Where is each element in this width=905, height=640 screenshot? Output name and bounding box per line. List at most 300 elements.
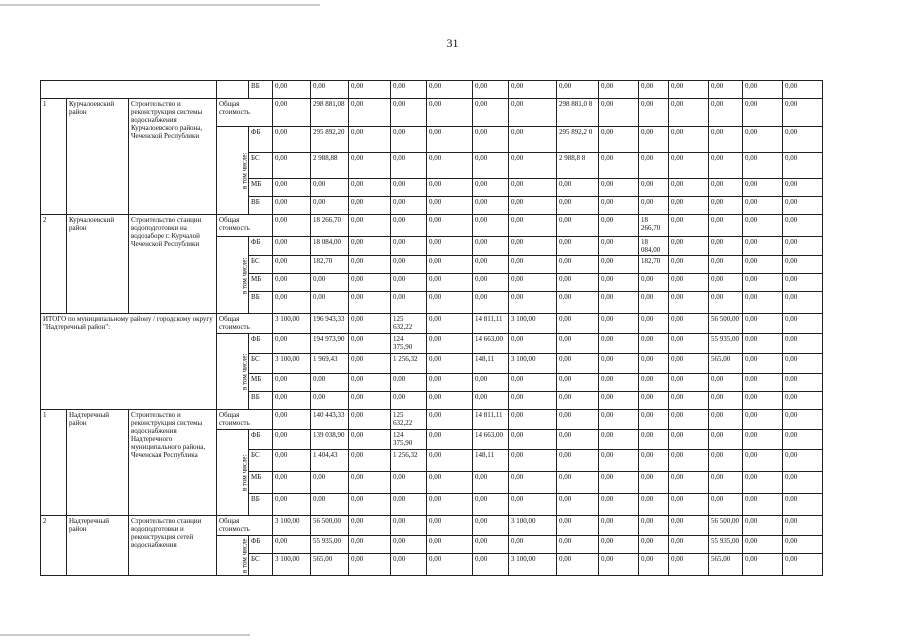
value-cell: 148,11 (473, 450, 509, 472)
value-cell: 0,00 (599, 81, 639, 99)
value-cell: 0,00 (509, 197, 557, 215)
value-cell: 0,00 (743, 554, 783, 576)
value-cell: 0,00 (311, 292, 349, 314)
value-cell: 0,00 (743, 197, 783, 215)
value-cell: 0,00 (391, 472, 427, 494)
value-cell: 0,00 (783, 334, 823, 354)
including-label: в том числе: (217, 237, 249, 314)
value-cell: 148,11 (473, 354, 509, 374)
source-cell: ФБ (249, 430, 273, 450)
value-cell: 0,00 (273, 536, 311, 554)
value-cell: 0,00 (473, 494, 509, 516)
value-cell: 0,00 (349, 314, 391, 334)
project-name: Строительство и реконструкция системы водоснабжения Курчалоевского района, Чеченской Республики (129, 99, 217, 215)
value-cell: 0,00 (743, 472, 783, 494)
value-cell: 0,00 (599, 237, 639, 256)
value-cell: 56 500,00 (709, 314, 743, 334)
value-cell: 0,00 (473, 197, 509, 215)
value-cell: 0,00 (669, 516, 709, 536)
value-cell: 2 988,88 (311, 153, 349, 179)
value-cell: 0,00 (599, 292, 639, 314)
value-cell: 0,00 (509, 256, 557, 274)
value-cell: 0,00 (427, 179, 473, 197)
value-cell: 0,00 (349, 450, 391, 472)
value-cell: 0,00 (557, 354, 599, 374)
value-cell: 0,00 (743, 374, 783, 392)
value-cell: 55 935,00 (709, 334, 743, 354)
value-cell: 0,00 (391, 179, 427, 197)
value-cell: 0,00 (273, 374, 311, 392)
value-cell: 0,00 (709, 410, 743, 430)
value-cell: 125 632,22 (391, 410, 427, 430)
source-cell: МБ (249, 274, 273, 292)
value-cell: 0,00 (509, 99, 557, 127)
value-cell: 0,00 (273, 450, 311, 472)
source-cell: БС (249, 554, 273, 576)
value-cell: 0,00 (639, 536, 669, 554)
including-label: в том числе: (217, 430, 249, 516)
source-cell: ВБ (249, 81, 273, 99)
value-cell: 0,00 (709, 153, 743, 179)
value-cell: 0,00 (639, 127, 669, 153)
value-cell: 0,00 (783, 450, 823, 472)
value-cell: 0,00 (743, 179, 783, 197)
value-cell: 0,00 (783, 153, 823, 179)
value-cell: 0,00 (391, 256, 427, 274)
value-cell: 0,00 (743, 334, 783, 354)
value-cell: 1 256,32 (391, 450, 427, 472)
value-cell: 0,00 (473, 179, 509, 197)
value-cell: 3 100,00 (509, 554, 557, 576)
value-cell: 3 100,00 (509, 516, 557, 536)
value-cell: 0,00 (783, 81, 823, 99)
page-number: 31 (446, 36, 459, 50)
value-cell: 0,00 (557, 292, 599, 314)
value-cell: 0,00 (391, 554, 427, 576)
value-cell: 0,00 (273, 127, 311, 153)
value-cell: 0,00 (599, 430, 639, 450)
value-cell: 0,00 (599, 410, 639, 430)
value-cell: 0,00 (391, 392, 427, 410)
source-cell: ВБ (249, 392, 273, 410)
value-cell: 0,00 (473, 516, 509, 536)
table-row (41, 215, 867, 237)
value-cell: 0,00 (669, 494, 709, 516)
value-cell: 0,00 (783, 430, 823, 450)
value-cell: 0,00 (509, 215, 557, 237)
value-cell: 0,00 (557, 450, 599, 472)
row-number: 2 (41, 516, 67, 576)
total-cost-label: Общая стоимость (217, 516, 273, 536)
value-cell: 0,00 (783, 554, 823, 576)
including-label: в том числе (217, 536, 249, 576)
value-cell: 0,00 (783, 127, 823, 153)
value-cell: 295 892,20 (311, 127, 349, 153)
including-label: в том числе: (217, 127, 249, 215)
source-cell: ВБ (249, 292, 273, 314)
value-cell: 0,00 (557, 314, 599, 334)
value-cell: 0,00 (509, 274, 557, 292)
value-cell: 0,00 (273, 153, 311, 179)
value-cell: 0,00 (669, 392, 709, 410)
value-cell: 0,00 (509, 450, 557, 472)
value-cell: 55 935,00 (311, 536, 349, 554)
value-cell: 0,00 (273, 197, 311, 215)
value-cell: 0,00 (273, 392, 311, 410)
value-cell: 0,00 (599, 334, 639, 354)
value-cell: 0,00 (273, 256, 311, 274)
value-cell: 0,00 (743, 81, 783, 99)
value-cell: 0,00 (273, 494, 311, 516)
value-cell: 0,00 (639, 374, 669, 392)
value-cell: 0,00 (349, 516, 391, 536)
value-cell: 0,00 (743, 410, 783, 430)
value-cell: 0,00 (743, 354, 783, 374)
project-name: Строительство и реконструкция системы водоснабжения Надтеречного муниципального района, Чеченская Республика (129, 410, 217, 516)
value-cell: 0,00 (473, 127, 509, 153)
source-cell: МБ (249, 472, 273, 494)
value-cell: 0,00 (427, 472, 473, 494)
value-cell: 0,00 (709, 81, 743, 99)
value-cell: 0,00 (783, 314, 823, 334)
value-cell: 565,00 (709, 354, 743, 374)
value-cell: 0,00 (273, 274, 311, 292)
value-cell: 0,00 (273, 292, 311, 314)
value-cell: 0,00 (427, 153, 473, 179)
value-cell: 0,00 (783, 494, 823, 516)
value-cell: 18 084,00 (639, 237, 669, 256)
value-cell: 56 500,00 (709, 516, 743, 536)
value-cell: 0,00 (557, 472, 599, 494)
value-cell: 0,00 (709, 392, 743, 410)
value-cell: 0,00 (391, 292, 427, 314)
total-cost-label: Общая стоимость (217, 314, 273, 334)
value-cell: 182,70 (639, 256, 669, 274)
value-cell: 295 892,2 0 (557, 127, 599, 153)
value-cell: 0,00 (391, 127, 427, 153)
value-cell: 0,00 (509, 536, 557, 554)
value-cell: 0,00 (427, 274, 473, 292)
value-cell: 0,00 (599, 450, 639, 472)
value-cell: 0,00 (599, 516, 639, 536)
value-cell: 14 663,00 (473, 334, 509, 354)
value-cell: 565,00 (709, 554, 743, 576)
table-row (41, 81, 867, 99)
value-cell: 0,00 (273, 334, 311, 354)
value-cell: 0,00 (427, 197, 473, 215)
value-cell: 0,00 (427, 237, 473, 256)
value-cell: 140 443,33 (311, 410, 349, 430)
value-cell: 0,00 (391, 237, 427, 256)
value-cell: 0,00 (391, 153, 427, 179)
value-cell: 0,00 (639, 494, 669, 516)
value-cell: 0,00 (427, 81, 473, 99)
value-cell: 0,00 (709, 197, 743, 215)
value-cell: 0,00 (427, 410, 473, 430)
value-cell: 0,00 (391, 536, 427, 554)
value-cell: 0,00 (509, 179, 557, 197)
value-cell: 0,00 (311, 392, 349, 410)
value-cell: 0,00 (509, 494, 557, 516)
value-cell: 0,00 (509, 127, 557, 153)
value-cell: 0,00 (669, 536, 709, 554)
district-name: Курчалоевский район (67, 99, 129, 215)
value-cell: 0,00 (669, 472, 709, 494)
value-cell: 139 038,90 (311, 430, 349, 450)
value-cell: 0,00 (391, 516, 427, 536)
source-cell: БС (249, 153, 273, 179)
district-name: Надтеречный район (67, 516, 129, 576)
value-cell: 0,00 (783, 179, 823, 197)
value-cell: 0,00 (669, 374, 709, 392)
financing-table (40, 80, 867, 576)
value-cell: 0,00 (391, 99, 427, 127)
value-cell: 0,00 (599, 374, 639, 392)
value-cell: 0,00 (427, 292, 473, 314)
value-cell: 0,00 (599, 179, 639, 197)
value-cell: 0,00 (709, 450, 743, 472)
value-cell: 0,00 (783, 292, 823, 314)
value-cell: 0,00 (349, 494, 391, 516)
source-cell: БС (249, 450, 273, 472)
value-cell: 0,00 (273, 215, 311, 237)
value-cell: 0,00 (709, 292, 743, 314)
value-cell: 0,00 (783, 197, 823, 215)
value-cell: 0,00 (427, 99, 473, 127)
value-cell: 0,00 (743, 127, 783, 153)
district-name: Курчалоевский район (67, 215, 129, 314)
value-cell: 0,00 (639, 197, 669, 215)
value-cell: 0,00 (639, 354, 669, 374)
row-number: 1 (41, 410, 67, 516)
value-cell: 0,00 (669, 99, 709, 127)
value-cell: 0,00 (783, 472, 823, 494)
value-cell: 0,00 (427, 334, 473, 354)
value-cell: 0,00 (783, 516, 823, 536)
value-cell: 0,00 (427, 392, 473, 410)
value-cell: 0,00 (709, 494, 743, 516)
value-cell: 0,00 (709, 179, 743, 197)
value-cell: 0,00 (349, 292, 391, 314)
value-cell: 0,00 (349, 256, 391, 274)
value-cell: 0,00 (273, 410, 311, 430)
value-cell: 0,00 (557, 215, 599, 237)
source-cell: ВБ (249, 494, 273, 516)
table-row (41, 516, 867, 536)
value-cell: 0,00 (599, 472, 639, 494)
value-cell: 0,00 (709, 430, 743, 450)
value-cell: 0,00 (599, 314, 639, 334)
value-cell: 0,00 (669, 256, 709, 274)
value-cell: 0,00 (669, 179, 709, 197)
value-cell: 0,00 (473, 472, 509, 494)
value-cell: 0,00 (349, 410, 391, 430)
value-cell: 0,00 (349, 554, 391, 576)
value-cell: 0,00 (349, 536, 391, 554)
value-cell: 0,00 (669, 292, 709, 314)
value-cell: 0,00 (473, 392, 509, 410)
value-cell: 0,00 (639, 274, 669, 292)
value-cell: 56 500,00 (311, 516, 349, 536)
value-cell: 0,00 (669, 430, 709, 450)
value-cell: 0,00 (349, 127, 391, 153)
value-cell: 0,00 (273, 81, 311, 99)
value-cell: 0,00 (743, 292, 783, 314)
value-cell: 0,00 (709, 127, 743, 153)
value-cell: 0,00 (783, 237, 823, 256)
value-cell: 3 100,00 (509, 354, 557, 374)
value-cell: 0,00 (743, 256, 783, 274)
value-cell: 0,00 (709, 274, 743, 292)
value-cell: 0,00 (311, 374, 349, 392)
value-cell: 18 266,70 (639, 215, 669, 237)
value-cell: 0,00 (427, 430, 473, 450)
value-cell: 124 375,90 (391, 334, 427, 354)
value-cell: 0,00 (557, 374, 599, 392)
value-cell: 0,00 (509, 237, 557, 256)
value-cell: 125 632,22 (391, 314, 427, 334)
scan-artifact-bottom (0, 634, 250, 636)
value-cell: 0,00 (427, 554, 473, 576)
value-cell: 0,00 (273, 430, 311, 450)
value-cell: 0,00 (599, 392, 639, 410)
value-cell: 2 988,8 8 (557, 153, 599, 179)
value-cell: 0,00 (783, 410, 823, 430)
value-cell: 298 881,08 (311, 99, 349, 127)
value-cell: 0,00 (473, 536, 509, 554)
value-cell: 0,00 (349, 374, 391, 392)
value-cell: 0,00 (599, 554, 639, 576)
source-cell: ВБ (249, 197, 273, 215)
value-cell: 0,00 (783, 354, 823, 374)
value-cell: 0,00 (427, 494, 473, 516)
value-cell: 0,00 (639, 410, 669, 430)
value-cell: 0,00 (509, 153, 557, 179)
value-cell: 0,00 (669, 237, 709, 256)
value-cell: 3 100,00 (273, 314, 311, 334)
value-cell: 18 266,70 (311, 215, 349, 237)
value-cell: 0,00 (783, 99, 823, 127)
value-cell: 0,00 (311, 179, 349, 197)
value-cell: 0,00 (427, 374, 473, 392)
value-cell: 0,00 (427, 256, 473, 274)
value-cell: 0,00 (599, 256, 639, 274)
value-cell: 0,00 (509, 410, 557, 430)
value-cell: 0,00 (709, 472, 743, 494)
value-cell: 0,00 (427, 516, 473, 536)
value-cell: 0,00 (349, 472, 391, 494)
value-cell: 0,00 (669, 215, 709, 237)
value-cell: 0,00 (349, 392, 391, 410)
value-cell: 0,00 (273, 237, 311, 256)
value-cell: 0,00 (669, 127, 709, 153)
value-cell: 18 084,00 (311, 237, 349, 256)
source-cell: ФБ (249, 237, 273, 256)
value-cell: 3 100,00 (273, 554, 311, 576)
value-cell: 0,00 (557, 410, 599, 430)
value-cell: 0,00 (391, 215, 427, 237)
value-cell: 0,00 (669, 410, 709, 430)
value-cell: 3 100,00 (273, 354, 311, 374)
value-cell: 0,00 (473, 237, 509, 256)
value-cell: 0,00 (427, 354, 473, 374)
value-cell: 0,00 (709, 374, 743, 392)
value-cell: 124 375,90 (391, 430, 427, 450)
value-cell: 0,00 (599, 127, 639, 153)
value-cell: 0,00 (669, 81, 709, 99)
value-cell: 0,00 (557, 197, 599, 215)
value-cell: 0,00 (311, 274, 349, 292)
value-cell: 0,00 (557, 81, 599, 99)
value-cell: 0,00 (473, 215, 509, 237)
row-number: 2 (41, 215, 67, 314)
value-cell: 0,00 (349, 334, 391, 354)
value-cell: 0,00 (427, 536, 473, 554)
value-cell: 0,00 (599, 153, 639, 179)
value-cell: 0,00 (639, 81, 669, 99)
value-cell: 3 100,00 (509, 314, 557, 334)
value-cell: 0,00 (639, 516, 669, 536)
value-cell: 0,00 (427, 314, 473, 334)
value-cell: 0,00 (509, 81, 557, 99)
value-cell: 0,00 (743, 314, 783, 334)
value-cell: 0,00 (639, 99, 669, 127)
value-cell: 0,00 (273, 179, 311, 197)
value-cell: 0,00 (557, 430, 599, 450)
value-cell: 0,00 (639, 179, 669, 197)
value-cell: 0,00 (783, 392, 823, 410)
value-cell: 0,00 (349, 197, 391, 215)
value-cell: 0,00 (783, 256, 823, 274)
value-cell: 0,00 (349, 430, 391, 450)
value-cell: 0,00 (311, 81, 349, 99)
value-cell: 0,00 (509, 472, 557, 494)
value-cell: 0,00 (783, 274, 823, 292)
value-cell: 0,00 (669, 153, 709, 179)
source-cell: ФБ (249, 127, 273, 153)
value-cell: 0,00 (349, 215, 391, 237)
value-cell: 0,00 (473, 99, 509, 127)
continuation-blank (217, 81, 249, 99)
value-cell: 0,00 (669, 554, 709, 576)
value-cell: 0,00 (709, 237, 743, 256)
value-cell: 0,00 (709, 256, 743, 274)
value-cell: 196 943,33 (311, 314, 349, 334)
value-cell: 0,00 (639, 450, 669, 472)
value-cell: 0,00 (783, 374, 823, 392)
value-cell: 0,00 (669, 197, 709, 215)
including-label: в том числе: (217, 334, 249, 410)
value-cell: 0,00 (349, 274, 391, 292)
source-cell: БС (249, 256, 273, 274)
value-cell: 14 811,11 (473, 410, 509, 430)
value-cell: 0,00 (427, 127, 473, 153)
table-row (41, 314, 867, 334)
value-cell: 0,00 (349, 153, 391, 179)
value-cell: 0,00 (473, 292, 509, 314)
value-cell: 0,00 (557, 334, 599, 354)
value-cell: 3 100,00 (273, 516, 311, 536)
value-cell: 0,00 (557, 516, 599, 536)
value-cell: 0,00 (349, 99, 391, 127)
value-cell: 0,00 (473, 153, 509, 179)
value-cell: 0,00 (557, 536, 599, 554)
value-cell: 0,00 (557, 179, 599, 197)
value-cell: 0,00 (669, 274, 709, 292)
value-cell: 0,00 (669, 334, 709, 354)
value-cell: 0,00 (509, 430, 557, 450)
value-cell: 0,00 (427, 215, 473, 237)
